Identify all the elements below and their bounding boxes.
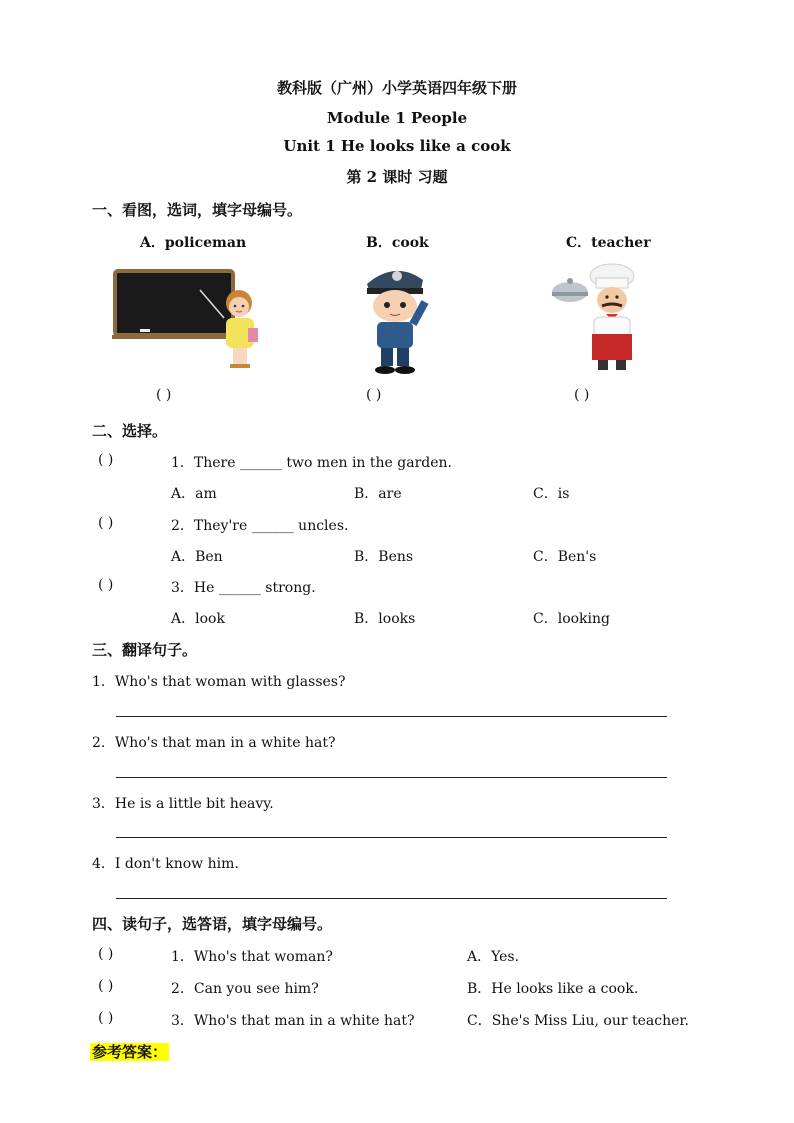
q1-stem: 1．There ______ two men in the garden. <box>171 455 452 471</box>
answer-blank-1[interactable]: ( ) <box>156 387 172 403</box>
q1-option-a: A．am <box>171 486 217 502</box>
module-title: Module 1 People <box>326 109 468 127</box>
answer-blank-2[interactable]: ( ) <box>366 387 382 403</box>
translate-item-2: 2．Who's that man in a white hat? <box>92 735 336 751</box>
q1-bracket[interactable]: ( ) <box>98 452 114 468</box>
match-question-2: 2．Can you see him? <box>171 981 319 997</box>
section1-heading: 一、看图，选词，填字母编号。 <box>92 201 303 219</box>
lesson-title: 第 2 课时 习题 <box>346 168 448 186</box>
q2-option-b: B．Bens <box>354 549 414 565</box>
answer-line-2[interactable] <box>116 777 667 778</box>
option-b: B．cook <box>366 235 429 251</box>
q2-option-c: C．Ben's <box>533 549 597 565</box>
option-c: C．teacher <box>566 235 651 251</box>
policeman-picture <box>355 262 435 377</box>
match-question-1: 1．Who's that woman? <box>171 949 333 965</box>
q3-option-c: C．looking <box>533 611 610 627</box>
teacher-picture <box>112 268 267 373</box>
translate-item-3: 3．He is a little bit heavy. <box>92 796 274 812</box>
q3-option-b: B．looks <box>354 611 416 627</box>
match-bracket-3[interactable]: ( ) <box>98 1010 114 1026</box>
cook-picture <box>550 262 650 377</box>
section3-heading: 三、翻译句子。 <box>92 641 198 659</box>
match-bracket-2[interactable]: ( ) <box>98 978 114 994</box>
q1-option-c: C．is <box>533 486 570 502</box>
q2-bracket[interactable]: ( ) <box>98 515 114 531</box>
page-title: 教科版（广州）小学英语四年级下册 <box>276 79 517 97</box>
q3-option-a: A．look <box>171 611 225 627</box>
match-answer-c: C．She's Miss Liu, our teacher. <box>467 1013 690 1029</box>
translate-item-1: 1．Who's that woman with glasses? <box>92 674 346 690</box>
match-bracket-1[interactable]: ( ) <box>98 946 114 962</box>
section4-heading: 四、读句子，选答语，填字母编号。 <box>92 915 333 933</box>
answer-blank-3[interactable]: ( ) <box>574 387 590 403</box>
q1-option-b: B．are <box>354 486 402 502</box>
unit-title: Unit 1 He looks like a cook <box>283 137 511 155</box>
answer-line-4[interactable] <box>116 898 667 899</box>
match-answer-a: A．Yes. <box>467 949 520 965</box>
answer-line-3[interactable] <box>116 837 667 838</box>
section2-heading: 二、选择。 <box>92 422 168 440</box>
match-question-3: 3．Who's that man in a white hat? <box>171 1013 415 1029</box>
match-answer-b: B．He looks like a cook. <box>467 981 639 997</box>
option-a: A．policeman <box>140 235 247 251</box>
answer-key-label: 参考答案： <box>92 1043 168 1061</box>
q3-bracket[interactable]: ( ) <box>98 577 114 593</box>
q2-option-a: A．Ben <box>171 549 223 565</box>
answer-line-1[interactable] <box>116 716 667 717</box>
translate-item-4: 4．I don't know him. <box>92 856 239 872</box>
q2-stem: 2．They're ______ uncles. <box>171 518 349 534</box>
q3-stem: 3．He ______ strong. <box>171 580 316 596</box>
